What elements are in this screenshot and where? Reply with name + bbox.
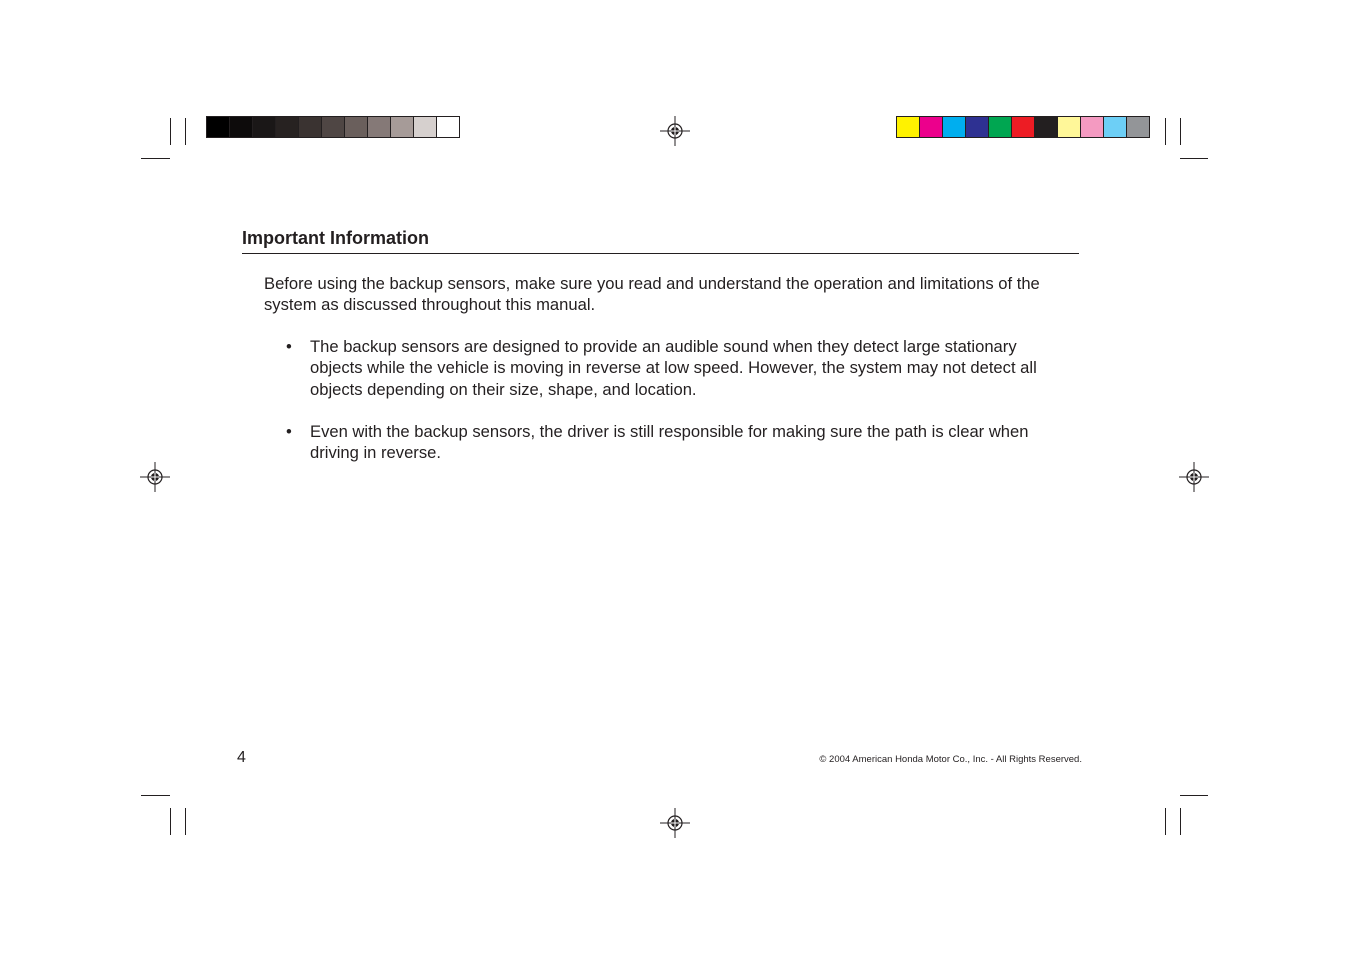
crop-mark-bottom-left-v	[170, 808, 171, 835]
crop-mark-top-right-v	[1180, 118, 1181, 145]
grayscale-swatch-bar	[206, 116, 460, 138]
gray-swatch-3	[276, 117, 299, 137]
color-swatch-bar	[896, 116, 1150, 138]
bullet-text: The backup sensors are designed to provide an audible sound when they detect large stationary objects while the vehicle is moving in reverse at low speed. However, the system may not detect all objects depending on their size, shape, and location.	[310, 337, 1037, 399]
gray-swatch-9	[414, 117, 437, 137]
gray-swatch-4	[299, 117, 322, 137]
color-swatch-4	[989, 117, 1012, 137]
crop-mark-top-left-h	[141, 158, 170, 159]
crop-mark-bottom-left-h	[141, 795, 170, 796]
crop-mark-top-right-h	[1180, 158, 1208, 159]
crop-mark-bottom-right-v2	[1165, 808, 1166, 835]
color-swatch-10	[1127, 117, 1149, 137]
registration-mark-left-icon	[140, 462, 170, 492]
color-swatch-7	[1058, 117, 1081, 137]
gray-swatch-0	[207, 117, 230, 137]
crop-mark-top-left-v2	[185, 118, 186, 145]
crop-mark-bottom-right-h	[1180, 795, 1208, 796]
gray-swatch-7	[368, 117, 391, 137]
gray-swatch-8	[391, 117, 414, 137]
color-swatch-0	[897, 117, 920, 137]
bullet-text: Even with the backup sensors, the driver is still responsible for making sure the path is clear when driving in reverse.	[310, 421, 1029, 463]
bullet-list	[286, 336, 1046, 484]
color-swatch-8	[1081, 117, 1104, 137]
crop-mark-bottom-left-v2	[185, 808, 186, 835]
bullet-marker: •	[286, 421, 292, 441]
color-swatch-3	[966, 117, 989, 137]
registration-mark-right-icon	[1179, 462, 1209, 492]
gray-swatch-5	[322, 117, 345, 137]
color-swatch-1	[920, 117, 943, 137]
copyright-notice: © 2004 American Honda Motor Co., Inc. - All Rights Reserved.	[819, 754, 1082, 765]
gray-swatch-2	[253, 117, 276, 137]
crop-mark-top-right-v2	[1165, 118, 1166, 145]
bullet-marker: •	[286, 337, 292, 356]
list-item	[286, 421, 1046, 464]
list-item	[286, 336, 1046, 400]
color-swatch-5	[1012, 117, 1035, 137]
crop-mark-bottom-right-v	[1180, 808, 1181, 835]
color-swatch-6	[1035, 117, 1058, 137]
gray-swatch-10	[437, 117, 459, 137]
gray-swatch-6	[345, 117, 368, 137]
registration-mark-bottom-icon	[660, 808, 690, 838]
registration-mark-top-icon	[660, 116, 690, 146]
page-number: 4	[237, 749, 246, 766]
gray-swatch-1	[230, 117, 253, 137]
crop-mark-top-left-v	[170, 118, 171, 145]
color-swatch-9	[1104, 117, 1127, 137]
color-swatch-2	[943, 117, 966, 137]
intro-paragraph: Before using the backup sensors, make sure you read and understand the operation and limitations of the system as discussed throughout this manual.	[264, 274, 1040, 315]
section-heading: Important Information	[242, 226, 1079, 254]
